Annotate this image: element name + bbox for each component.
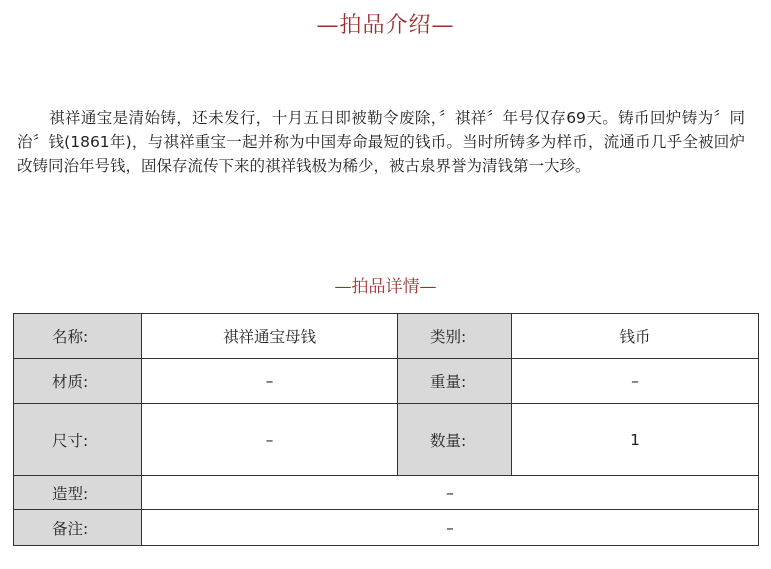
category-label: 类别:	[398, 314, 512, 359]
table-row-shape	[14, 476, 759, 510]
table-row-name	[14, 314, 759, 359]
material-value: –	[142, 359, 398, 404]
details-section-title: —拍品详情—	[334, 277, 437, 297]
table-row-material	[14, 359, 759, 404]
weight-label: 重量:	[398, 359, 512, 404]
name-label: 名称:	[14, 314, 142, 359]
category-value: 钱币	[512, 314, 759, 359]
intro-paragraph: 祺祥通宝是清始铸，还未发行，十月五日即被勒令废除，〞祺祥〞年号仅存69天。铸币回炉铸为〞同治〞钱(1861年)，与祺祥重宝一起并称为中国寿命最短的钱币。当时所铸多为样币，流通币几乎全被回炉改铸同治年号钱，固保存流传下来的祺祥钱极为稀少，被古泉界誉为清钱第一大珍。	[17, 109, 745, 175]
shape-value: –	[142, 476, 759, 510]
size-label: 尺寸:	[14, 404, 142, 476]
quantity-value: 1	[512, 404, 759, 476]
table-row-size	[14, 404, 759, 476]
material-label: 材质:	[14, 359, 142, 404]
remarks-value: –	[142, 510, 759, 546]
quantity-label: 数量:	[398, 404, 512, 476]
size-value: –	[142, 404, 398, 476]
shape-label: 造型:	[14, 476, 142, 510]
name-value: 祺祥通宝母钱	[142, 314, 398, 359]
intro-section-title: —拍品介绍—	[316, 13, 455, 38]
table-row-remarks	[14, 510, 759, 546]
remarks-label: 备注:	[14, 510, 142, 546]
weight-value: –	[512, 359, 759, 404]
details-table	[13, 313, 759, 546]
